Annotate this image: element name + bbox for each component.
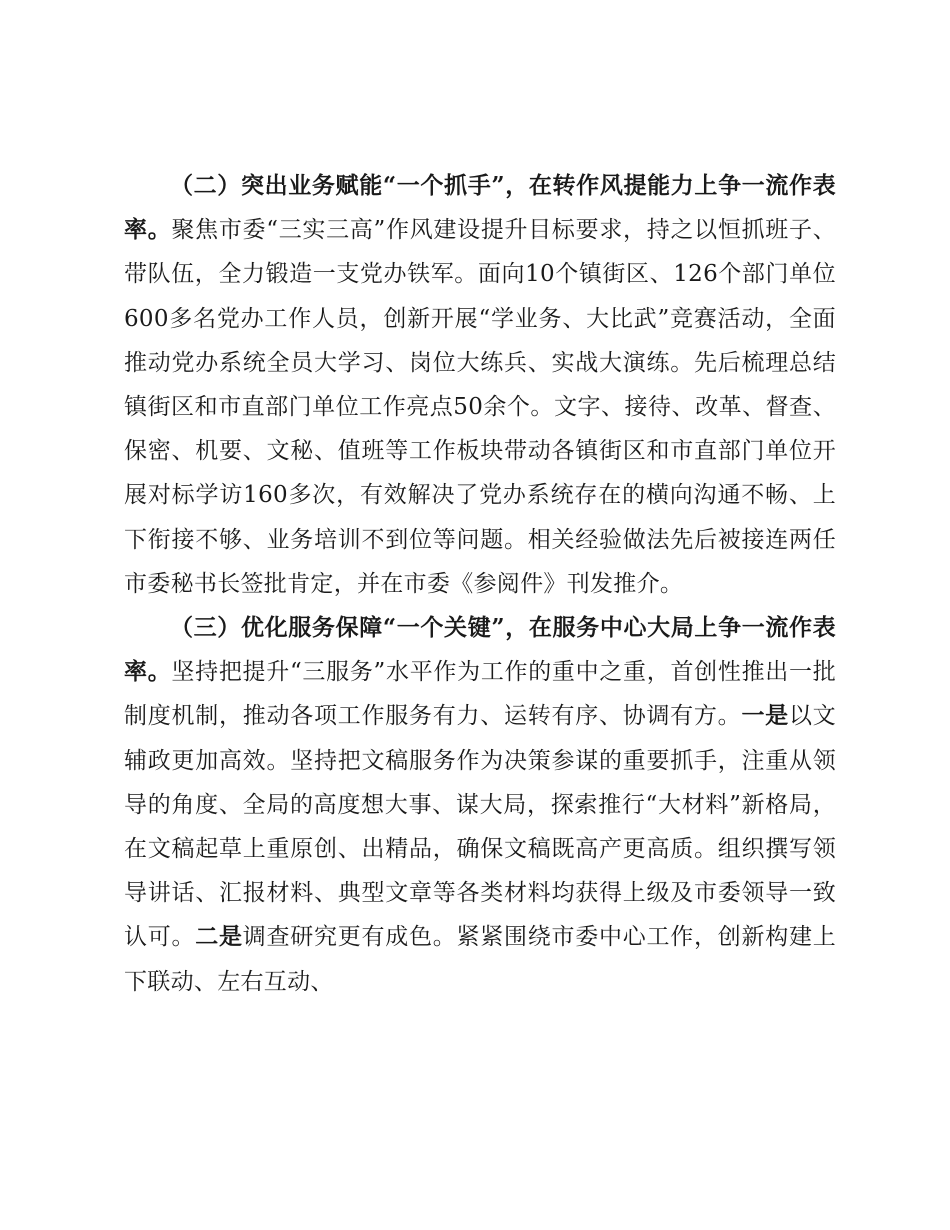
paragraph-section-2 <box>124 164 836 606</box>
marker-first: 一是 <box>741 702 789 730</box>
paragraph-section-3 <box>124 606 836 1004</box>
section-3-body-part3: 调查研究更有成色。紧紧围绕市委中心工作，创新构建上下联动、左右互动、 <box>124 924 836 995</box>
marker-second: 二是 <box>195 923 243 951</box>
section-3-body-part1: 坚持把提升“三服务”水平作为工作的重中之重，首创性推出一批制度机制，推动各项工作服务有力、运转有序、协调有方。 <box>124 659 836 730</box>
section-2-heading: （二）突出业务赋能“一个抓手”，在转作风提能力上争一流作表率。 <box>124 172 836 244</box>
document-body <box>124 164 836 1004</box>
section-2-body: 聚焦市委“三实三高”作风建设提升目标要求，持之以恒抓班子、带队伍，全力锻造一支党办铁军。面向10个镇街区、126个部门单位600多名党办工作人员，创新开展“学业务、大比武”竞赛活动，全面推动党办系统全员大学习、岗位大练兵、实战大演练。先后梳理总结镇街区和市直部门单位工作亮点50余个。文字、接待、改革、督查、保密、机要、文秘、值班等工作板块带动各镇街区和市直部门单位开展对标学访160多次，有效解决了党办系统存在的横向沟通不畅、上下衔接不够、业务培训不到位等问题。相关经验做法先后被接连两任市委秘书长签批肯定，并在市委《参阅件》刊发推介。 <box>124 217 836 597</box>
section-3-body-part2: 以文辅政更加高效。坚持把文稿服务作为决策参谋的重要抓手，注重从领导的角度、全局的高度想大事、谋大局，探索推行“大材料”新格局，在文稿起草上重原创、出精品，确保文稿既高产更高质。组织撰写领导讲话、汇报材料、典型文章等各类材料均获得上级及市委领导一致认可。 <box>124 703 836 951</box>
section-3-heading: （三）优化服务保障“一个关键”，在服务中心大局上争一流作表率。 <box>124 614 836 686</box>
